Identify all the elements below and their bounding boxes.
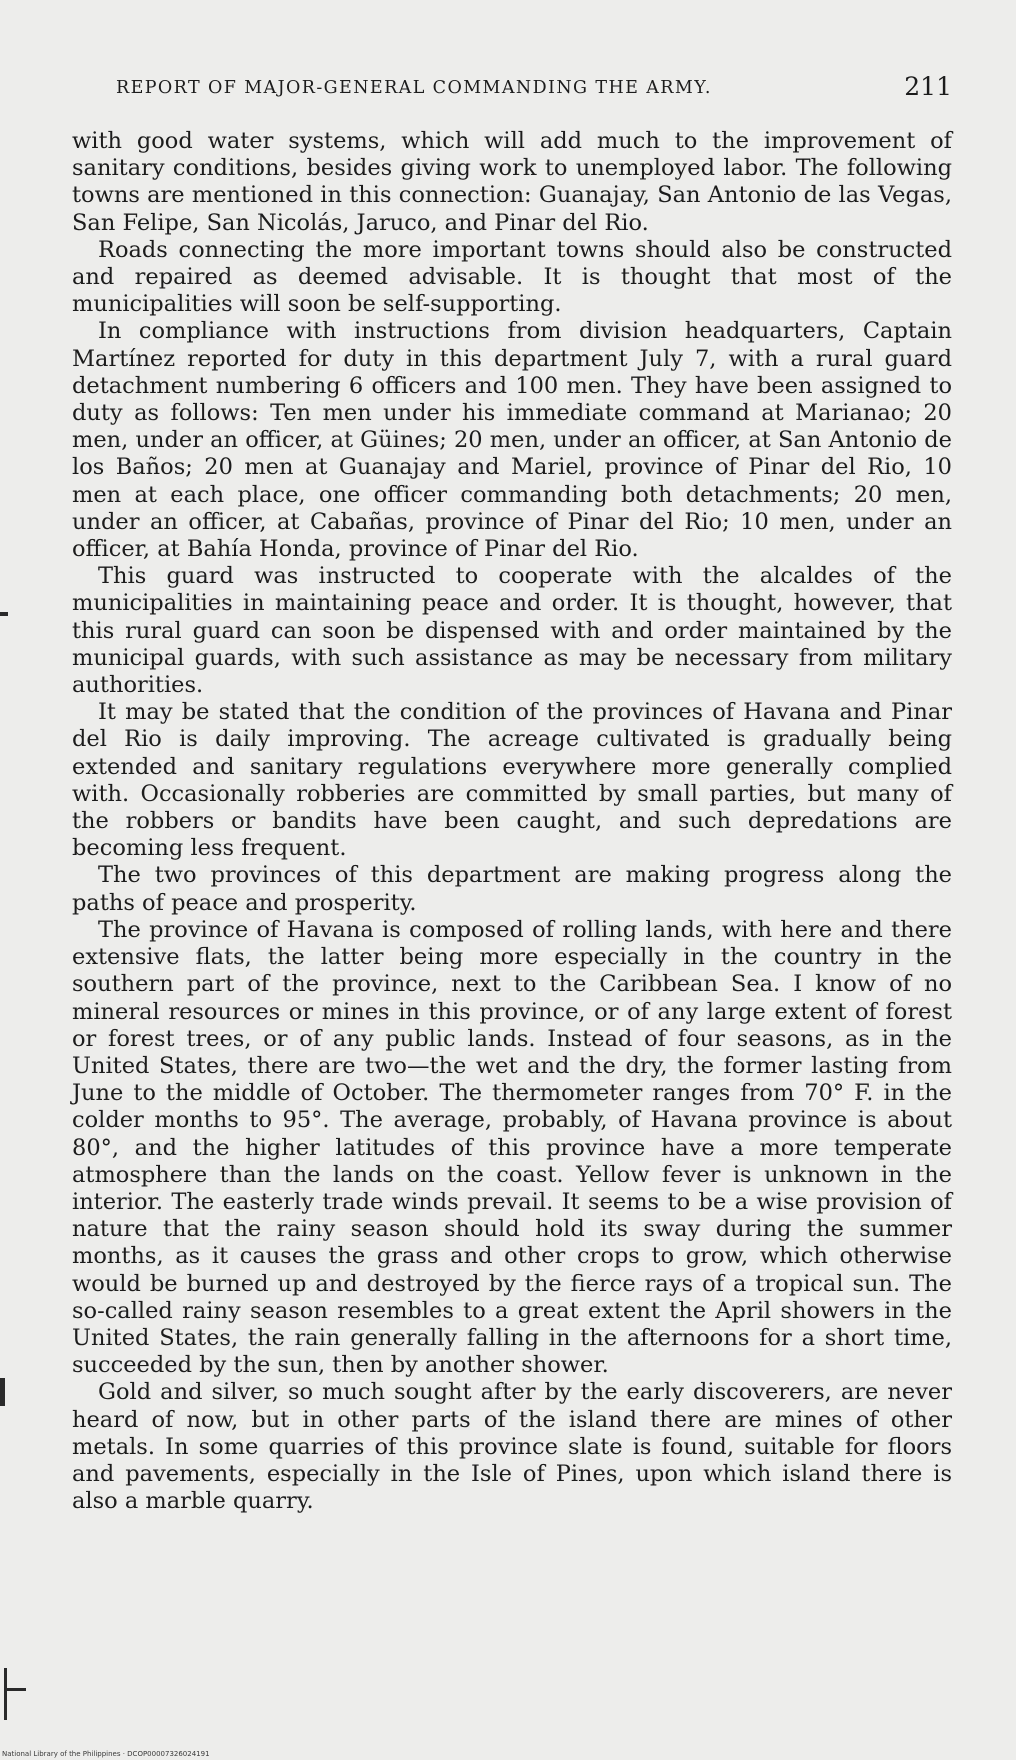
paragraph-havana-geography: The province of Havana is composed of rolling lands, with here and there extensive flats, the latter being more especially in the country in the southern part of the province, next to the Caribbean Sea. I know of no mineral resources or mines in this province, or of any large extent of forest or forest trees, or of any public lands. Instead of four seasons, as in the United States, there are two—the wet and the dry, the former lasting from June to the middle of October. The thermometer ranges from 70° F. in the colder months to 95°. The average, probably, of Havana province is about 80°, and the higher latitudes of this province have a more temperate atmosphere than the lands on the coast. Yellow fever is unknown in the interior. The easterly trade winds prevail. It seems to be a wise provision of nature that the rainy season should hold its sway during the summer months, as it causes the grass and other crops to grow, which otherwise would be burned up and destroyed by the fierce rays of a tropical sun. The so-called rainy season resembles to a great extent the April showers in the United States, the rain generally falling in the afternoons for a short time, succeeded by the sun, then by another shower. [72,916,952,1379]
paragraph-conditions: It may be stated that the condition of the provinces of Havana and Pinar del Rio is daily improving. The acreage cultivated is gradually being extended and sanitary regulations everywhere more generally complied with. Occasionally robberies are committed by small parties, but many of the robbers or bandits have been caught, and such depredations are becoming less frequent. [72,699,952,862]
paragraph-rural-guard: In compliance with instructions from division headquarters, Captain Martínez reported for duty in this department July 7, with a rural guard detachment numbering 6 officers and 100 men. They have been assigned to duty as follows: Ten men under his immediate command at Marianao; 20 men, under an officer, at Güines; 20 men, under an officer, at San Antonio de los Baños; 20 men at Guanajay and Mariel, province of Pinar del Rio, 10 men at each place, one officer commanding both detachments; 20 men, under an officer, at Cabañas, province of Pinar del Rio; 10 men, under an officer, at Bahía Honda, province of Pinar del Rio. [72,318,952,563]
paragraph-guard-instructions: This guard was instructed to cooperate with the alcaldes of the municipalities in maintaining peace and order. It is thought, however, that this rural guard can soon be dispensed with and order maintained by the municipal guards, with such assistance as may be necessary from military authorities. [72,563,952,699]
paragraph-minerals: Gold and silver, so much sought after by the early discoverers, are never heard of now, but in other parts of the island there are mines of other metals. In some quarries of this province slate is found, suitable for floors and pavements, especially in the Isle of Pines, upon which island there is also a marble quarry. [72,1379,952,1515]
paragraph-progress: The two provinces of this department are making progress along the paths of peace and prosperity. [72,862,952,916]
margin-mark [0,612,8,616]
paragraph-roads: Roads connecting the more important towns should also be constructed and repaired as deemed advisable. It is thought that most of the municipalities will soon be self-supporting. [72,236,952,318]
body-text [72,128,952,1515]
margin-mark [4,1688,26,1691]
running-head: REPORT OF MAJOR-GENERAL COMMANDING THE ARMY. [116,78,712,98]
margin-mark [0,1378,5,1406]
page-number: 211 [904,72,952,101]
paragraph-continuation: with good water systems, which will add much to the improvement of sanitary conditions, besides giving work to unemployed labor. The following towns are mentioned in this connection: Guanajay, San Antonio de las Vegas, San Felipe, San Nicolás, Jaruco, and Pinar del Rio. [72,128,952,236]
scan-credit: National Library of the Philippines · DCOP00007326024191 [2,1750,210,1758]
margin-mark [4,1668,7,1720]
page-header [116,72,952,108]
